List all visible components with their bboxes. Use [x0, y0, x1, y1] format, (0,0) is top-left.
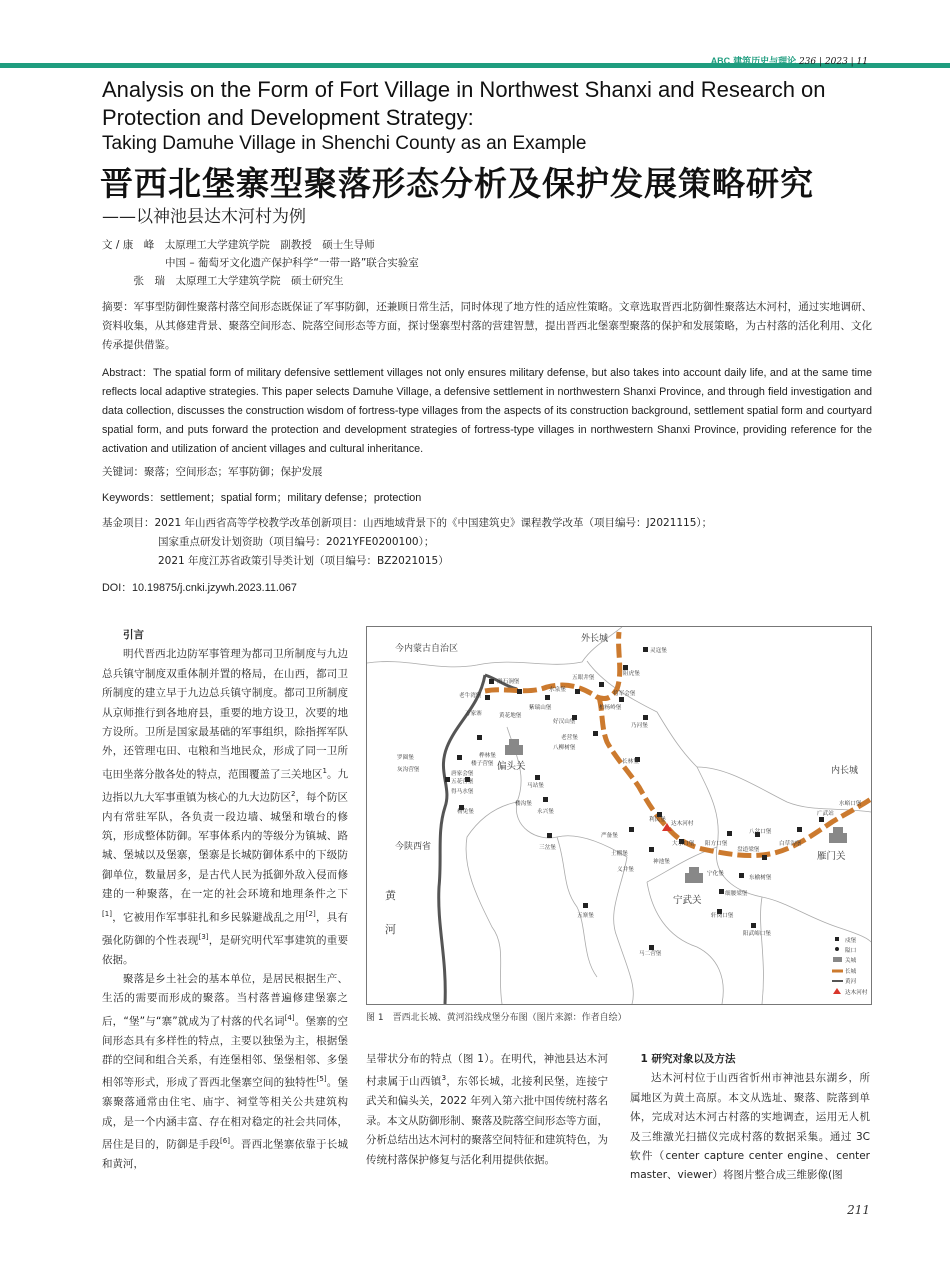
author-line-2: 中国 – 葡萄牙文化遗产保护科学“一带一路”联合实验室 — [102, 257, 419, 269]
fort-label: 水峪口堡 — [839, 801, 862, 807]
fort-label: 宁化堡 — [707, 871, 724, 877]
section-1-paragraph: 达木河村位于山西省忻州市神池县东湖乡，所属地区为黄土高原。本文从选址、聚落、院落到单体，完成对达木河古村落的实地调查，运用无人机及三维激光扫描仪完成村落的数据采集。通过 3C 软件（center capture center engine、center master、viewer）将图片整合成三维影像(图 — [630, 1072, 870, 1182]
fort-label: 滑石涧堡 — [497, 679, 520, 685]
fort-marker — [445, 777, 450, 782]
fort-label: 白草沟堡 — [779, 841, 802, 847]
fort-marker — [477, 735, 482, 740]
right-column — [630, 1050, 870, 1186]
fort-label: 桦林堡 — [479, 753, 496, 759]
fort-label: 唐家会堡 — [451, 771, 474, 777]
fort-marker — [517, 689, 522, 694]
legend-pass-swatch — [835, 947, 839, 951]
fort-marker — [593, 731, 598, 736]
page-number: 211 — [847, 1203, 870, 1217]
fort-marker — [643, 647, 648, 652]
fort-marker — [583, 903, 588, 908]
fort-marker — [751, 923, 756, 928]
ref-mark: 2 — [291, 789, 296, 798]
label-ningwu-pass: 宁武关 — [673, 895, 702, 906]
fort-label: 盘道梁堡 — [737, 847, 760, 853]
author-line-3: 张 瑞 太原理工大学建筑学院 硕士研究生 — [102, 275, 344, 287]
abstract-english: Abstract：The spatial form of military defensive settlement villages not only ensures military defense, but also takes into account daily life, and at the same time reflects local adaptive strategies. This paper selects Damuhe Village, a defensive settlement in northwestern Shanxi Province, and through field investigation and data collection, discusses the construction wisdom of fortress-type villages from the aspects of its construction background, settlement spatial form and courtyard spatial form, and puts forward the protection and development strategies of fortress-type villages in northwestern Shanxi Province, providing reference for the activation and utilization of ancient villages and cultural inheritance. — [102, 367, 872, 455]
fort-marker — [649, 945, 654, 950]
ref-mark: [4] — [284, 1013, 295, 1022]
fort-label: 得马水堡 — [451, 789, 474, 795]
ref-mark: [5] — [316, 1075, 327, 1084]
yellow-river-line — [439, 675, 485, 1004]
english-title-line-2: Protection and Development Strategy: — [102, 105, 474, 130]
author-line-1: 文 / 康 峰 太原理工大学建筑学院 副教授 硕士生导师 — [102, 239, 375, 251]
fort-label: 罗圈堡 — [397, 755, 414, 761]
legend-gate-swatch — [833, 957, 842, 962]
fort-label: 严备堡 — [601, 833, 618, 839]
fort-marker — [629, 827, 634, 832]
legend-fort-swatch — [835, 937, 839, 941]
fort-label: 轩岗口堡 — [711, 913, 734, 919]
fort-label: 达木河村 — [671, 821, 694, 827]
label-piantou-pass: 偏头关 — [497, 761, 526, 772]
journal-header — [711, 54, 868, 67]
fort-marker — [819, 817, 824, 822]
label-yanmen-pass: 雁门关 — [817, 851, 846, 862]
fort-label: 万家寨 — [465, 711, 482, 717]
fort-marker — [619, 697, 624, 702]
fund-line-2: 国家重点研发计划资助（项目编号：2021YFE0200100）； — [158, 536, 435, 548]
fort-label: 土棚堡 — [611, 851, 628, 857]
fort-label: 柏杨岭堡 — [599, 705, 622, 711]
legend-village: 达木河村 — [845, 990, 868, 996]
legend-river: 黄河 — [845, 979, 857, 985]
fort-label: 细腰梁堡 — [725, 891, 748, 897]
label-yellow: 黄 — [385, 889, 396, 902]
fort-label: 永兴堡 — [537, 809, 554, 815]
fort-marker — [797, 827, 802, 832]
pass-marker-ningwu-top — [689, 867, 699, 873]
fort-label: 将军会堡 — [613, 691, 636, 697]
fort-label: 老牛湾堡 — [459, 693, 482, 699]
intro-paragraph-2: 聚落是乡土社会的基本单位，是居民根据生产、生活的需要而形成的聚落。当村落普遍修建堡寨之后，“堡”与“寨”就成为了村落的代名词[4]。堡寨的空间形态具有多样性的特点，主要以独堡为主，根据堡群的空间和组合关系，有连堡相邻、堡堡相邻、多堡相邻等形式，形成了晋西北堡寨空间的独特性[5]。堡寨聚落通常由住宅、庙宇、祠堂等相关公共建筑构成，是一个内涵丰富、存在相对稳定的社会共同体，居住是目的，防御是手段[6]。晋西北堡寨依靠于长城和黄河， — [102, 972, 349, 1171]
fort-label: 水泉堡 — [549, 687, 566, 693]
fort-label: 灵寇堡 — [650, 648, 667, 654]
map-legend — [832, 936, 868, 996]
legend-village-swatch — [833, 988, 841, 994]
keywords-english: Keywords：settlement；spatial form；military defense；protection — [102, 492, 422, 504]
english-subtitle: Taking Damuhe Village in Shenchi County as an Example — [102, 133, 587, 154]
fort-marker — [547, 833, 552, 838]
ref-mark: 1 — [322, 766, 327, 775]
legend-fort: 戍堡 — [845, 938, 857, 944]
fort-label: 乃河堡 — [631, 723, 648, 729]
figure-1-map — [366, 626, 872, 1005]
fort-label: 老营堡 — [561, 735, 578, 741]
inner-great-wall-line — [599, 697, 871, 856]
journal-issue: 236 | 2023 | 11 — [798, 57, 868, 67]
fort-marker — [649, 847, 654, 852]
ref-mark: [3] — [198, 932, 209, 941]
fort-marker — [727, 831, 732, 836]
chinese-subtitle: ——以神池县达木河村为例 — [102, 207, 306, 227]
ref-mark: [2] — [305, 909, 316, 918]
fort-label: 阻虎堡 — [623, 671, 640, 677]
legend-pass: 隘口 — [845, 948, 857, 954]
fort-marker — [623, 665, 628, 670]
keywords-chinese: 关键词：聚落；空间形态；军事防御；保护发展 — [102, 466, 323, 478]
pass-marker-ningwu — [685, 873, 703, 883]
fort-label: 五花营堡 — [451, 779, 474, 785]
fort-marker — [762, 855, 767, 860]
legend-wall: 长城 — [845, 969, 857, 975]
fort-label: 义井堡 — [617, 867, 634, 873]
fort-label: 利民堡 — [649, 817, 666, 823]
chinese-title: 晋西北堡寨型聚落形态分析及保护发展策略研究 — [100, 164, 814, 203]
fort-distribution-map — [367, 627, 871, 1004]
fort-label: 阳武峪口堡 — [743, 931, 771, 937]
fort-marker — [485, 695, 490, 700]
author-block — [102, 236, 419, 290]
middle-column — [366, 1050, 608, 1170]
ref-mark: [1] — [102, 909, 112, 918]
fort-label: 三岔堡 — [539, 845, 556, 851]
fort-label: 大水口堡 — [672, 841, 695, 847]
fort-label: 神池堡 — [653, 859, 670, 865]
middle-paragraph: 呈带状分布的特点（图 1）。在明代，神池县达木河村隶属于山西镇$^3$，东邻长城，北接利民堡，连接宁武关和偏头关，2022 年列入第六批中国传统村落名录。本文从防御形制、聚落及院落空间形态等方面，分析总结出达木河村的聚落空间特征和建筑特色，为传统村落保护修复与活化利用提供依据。 — [366, 1053, 608, 1166]
pass-marker-yanmen-top — [833, 827, 843, 833]
fort-label: 紫瑞山堡 — [529, 705, 552, 711]
label-river: 河 — [385, 923, 396, 936]
fort-label: 好汉山堡 — [553, 719, 576, 725]
fund-line-3: 2021 年度江苏省政策引导类计划（项目编号：BZ2021015） — [158, 555, 449, 567]
english-title — [102, 76, 862, 156]
section-1-heading: 1 研究对象以及方法 — [640, 1053, 736, 1065]
fort-label: 东榆树堡 — [749, 875, 772, 881]
ref-mark: 3 — [441, 1074, 447, 1083]
intro-paragraph-1: 明代晋西北边防军事管理为都司卫所制度与九边总兵镇守制度双重体制并置的格局，在山西，都司卫所制度的建立早于九边总兵镇守制度。都司卫所制度从京师推行到各地府县，重要的地方设卫，次要的地方设所。卫所是国家最基础的军事组织，除指挥军队外，还管理屯田、屯粮和当地民众，形成了同一卫所屯田坐落分散各处的特点，范围覆盖了三关地区$^1$。九边指以九大军事重镇为核心的九大边防区$^2$，每个防区内有常驻军队，各负责一段边墙、城堡和墩台的修筑，形成整体防御。军事体系内的等级分为镇城、路城、堡城以及堡寨，堡寨是长城防御体系中的下级防御单位，数量居多，是古代人民为抵御外敌入侵而修建的一种聚落，在一定的社会环境和地理条件之下[1]，它被用作军事驻扎和乡民躲避战乱之用[2]，具有强化防御的个性表现[3]，是研究明代军事建筑的重要依据。 — [102, 648, 349, 966]
legend-gate: 关城 — [845, 958, 857, 964]
label-inner-great-wall: 内长城 — [831, 766, 859, 776]
fort-marker — [489, 679, 494, 684]
journal-name: 建筑历史与理论 — [733, 56, 797, 66]
fort-label: 楼子营堡 — [471, 761, 494, 767]
figure-1-caption: 图 1 晋西北长城、黄河沿线戍堡分布图（图片来源：作者自绘） — [366, 1013, 627, 1023]
fort-label: 八柳树堡 — [553, 745, 576, 751]
fort-marker — [599, 682, 604, 687]
fort-label: 黄花地堡 — [499, 713, 522, 719]
pass-marker-piantou — [505, 745, 523, 755]
label-shaanxi: 今陕西省 — [395, 842, 432, 852]
intro-heading: 引言 — [123, 629, 144, 641]
fort-label: 五眼井堡 — [572, 675, 595, 681]
fund-block — [102, 514, 872, 571]
fort-label: 长林堡 — [622, 759, 639, 765]
fort-label: 广武站 — [817, 811, 834, 817]
journal-brand: ABC — [710, 56, 731, 66]
abstract-chinese: 摘要：军事型防御性聚落村落空间形态既保证了军事防御，还兼顾日常生活，同时体现了地方性的适应性策略。文章选取晋西北防御性聚落达木河村，通过实地调研、资料收集，从其修建背景、聚落空间形态、院落空间形态等方面，探讨堡寨型村落的营建智慧，提出晋西北堡寨型聚落的保护和发展策略，为古村落的活化利用、文化传承提供借鉴。 — [102, 301, 872, 351]
ref-mark: [6] — [220, 1137, 230, 1146]
doi: DOI：10.19875/j.cnki.jzywh.2023.11.067 — [102, 582, 297, 594]
fort-label: 五寨堡 — [577, 913, 594, 919]
fort-label: 马二营堡 — [639, 951, 662, 957]
pass-marker-yanmen — [829, 833, 847, 843]
fort-label: 楼沟堡 — [515, 801, 532, 807]
label-outer-great-wall: 外长城 — [581, 634, 609, 644]
fort-label: 杨免堡 — [457, 809, 474, 815]
fort-marker — [535, 775, 540, 780]
fort-marker — [719, 889, 724, 894]
fort-label: 八岔口堡 — [749, 829, 772, 835]
fort-marker — [739, 873, 744, 878]
fort-marker — [543, 797, 548, 802]
fund-line-1: 基金项目：2021 年山西省高等学校教学改革创新项目：山西地域背景下的《中国建筑史》课程教学改革（项目编号：J2021115）； — [102, 517, 713, 529]
fort-label: 灰沟营堡 — [397, 767, 420, 773]
pass-marker-piantou-top — [509, 739, 519, 745]
fort-marker — [643, 715, 648, 720]
fort-marker — [545, 695, 550, 700]
fort-label: 马站堡 — [527, 783, 544, 789]
fort-marker — [457, 755, 462, 760]
label-inner-mongolia: 今内蒙古自治区 — [395, 644, 459, 654]
intro-column — [102, 626, 348, 1174]
fort-marker — [575, 689, 580, 694]
english-title-line-1: Analysis on the Form of Fort Village in Northwest Shanxi and Research on — [102, 77, 826, 102]
fort-label: 阳方口堡 — [705, 841, 728, 847]
